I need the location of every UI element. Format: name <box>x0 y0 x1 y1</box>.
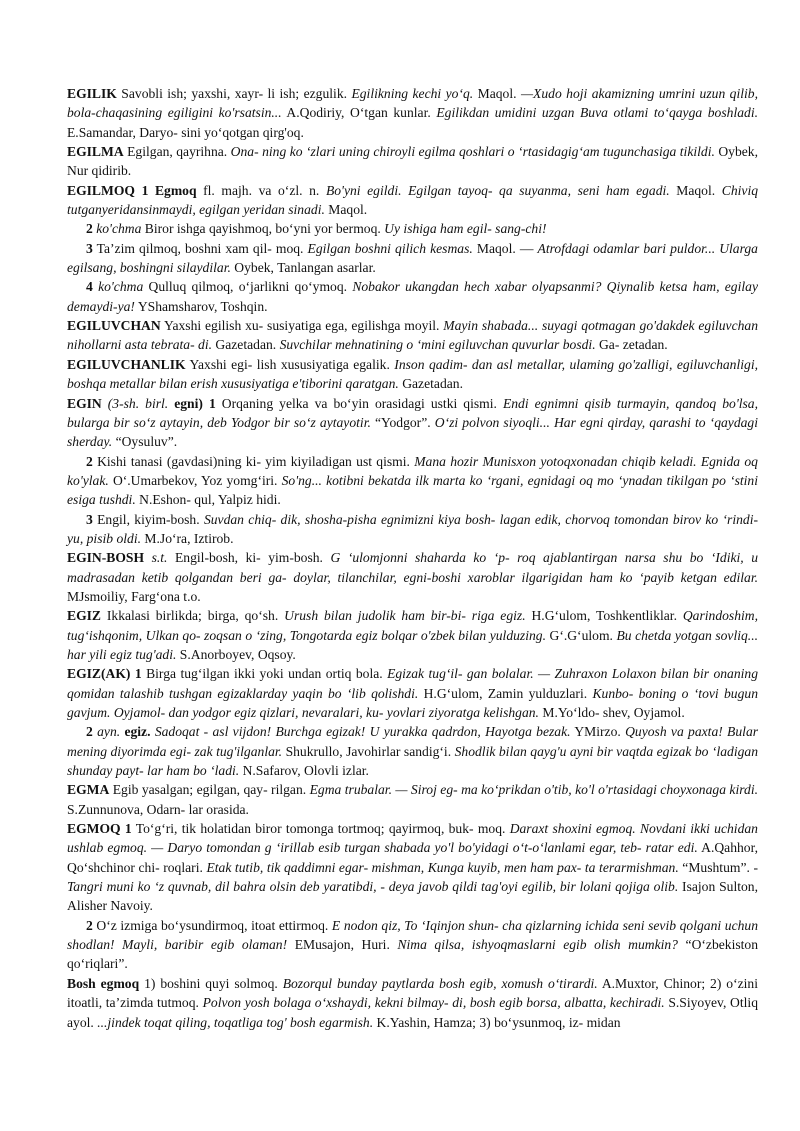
example-text: Bozorqul bunday paytlarda bosh egib, xomush o‘tirardi. <box>282 975 598 991</box>
definition-text: Biror ishga qayishmoq, bo‘yni yor bermoq. <box>141 221 385 237</box>
example-text: O‘zi polvon siyoqli... Har egni qirday, qarashi to ‘qaydagi sherday. <box>67 414 758 450</box>
definition-text: H.G‘ulom, Zamin yulduzlari. <box>418 685 593 701</box>
headword: EGILUVCHAN <box>67 318 161 334</box>
headword: egni) 1 <box>174 395 216 411</box>
headword: 2 <box>86 221 93 237</box>
definition-text: EMusajon, Huri. <box>287 937 398 953</box>
definition-text: Ga- zetadan. <box>595 337 668 353</box>
example-text: E nodon qiz, To ‘Iqinjon shun- cha qizlarning ichida seni sevib qolgani uchun shodlan! Mayli, baribir egib olaman! <box>67 917 758 953</box>
definition-text: Engil-bosh, ki- yim-bosh. <box>167 550 331 566</box>
example-text: Uy ishiga ham egil- sang-chi! <box>384 221 547 237</box>
example-text: Egizak tug‘il- gan bolalar. — Zuhraxon Lolaxon bilan bir onaning qomidan talashib tushgan egizaklarday yaqin bo ‘lib qolishdi. <box>67 666 759 701</box>
entry-egilmoq-1 <box>67 181 758 220</box>
entry-egilmoq-4 <box>67 277 758 316</box>
example-text: Chiviq tutganyeridansinmaydi, egilgan yeridan sinadi. <box>67 182 759 218</box>
definition-text: Shukrullo, Javohirlar sandig‘i. <box>282 743 455 759</box>
definition-text: Maqol. <box>669 182 722 198</box>
definition-text: Oybek, Tanlangan asarlar. <box>230 260 376 276</box>
example-text: Quyosh va paxta! Bular mening diyorimda egi- zak tug'ilganlar. <box>67 724 759 759</box>
entry-egma <box>67 780 758 819</box>
entry-egizak-1 <box>67 664 758 722</box>
definition-text: A.Qahhor, Qo‘shchinor chi- roqlari. <box>67 840 758 875</box>
example-text: Egilikdan umidini uzgan Buva otlami to‘qayga boshladi. <box>436 105 758 121</box>
definition-text: Ta’zim qilmoq, boshni xam qil- moq. <box>92 240 308 256</box>
definition-text: K.Yashin, Hamza; 3) bo‘ysunmoq, iz- midan <box>373 1014 621 1030</box>
definition-text: 1) boshini quyi solmoq. <box>139 975 283 991</box>
definition-text: Egilgan, qayrihna. <box>123 144 231 160</box>
definition-text: M.Yo‘ldo- shev, Oyjamol. <box>538 705 685 720</box>
headword: EGILIK <box>67 86 117 101</box>
example-text: Qarindoshim, tug‘ishqonim, Ulkan qo- zoqsan o ‘zing, Tongotarda egiz bolqar o'zbek bilan yulduzing. <box>67 608 758 643</box>
definition-text: Ikkalasi birlikda; birga, qo‘sh. <box>101 608 285 624</box>
example-text: Etak tutib, tik qaddimni egar- mishman, Kunga kuyib, men ham pax- ta terarmishman. <box>206 859 679 875</box>
entry-egiluvchanlik <box>67 355 758 394</box>
headword: 3 <box>86 511 93 527</box>
definition-text: Maqol. <box>473 86 521 101</box>
example-text: Mana hozir Munisxon yotoqxonadan chiqib keladi. Egnida oq ko'ylak. <box>67 453 758 488</box>
definition-text: YMirzo. <box>570 724 626 740</box>
definition-text: “O‘zbekiston qo‘riqlari”. <box>67 937 759 972</box>
example-text: Egma trubalar. — Siroj eg- ma ko‘prikdan o'tib, ko'l o'rtasidagi choyxonaga kirdi. <box>309 782 758 798</box>
entry-egilmoq-2 <box>67 219 758 238</box>
entry-egilma <box>67 142 758 181</box>
definition-text: fl. majh. va o‘zl. n. <box>196 182 326 198</box>
definition-text: Maqol. <box>324 202 368 218</box>
example-text: Atrofdagi odamlar bari puldor... Ularga egilsang, boshingni silaydilar. <box>67 240 758 276</box>
entry-egiluvchan <box>67 316 758 355</box>
definition-text: H.G‘ulom, Toshkentliklar. <box>525 608 683 624</box>
definition-text: N.Safarov, Olovli izlar. <box>239 763 369 779</box>
example-text: Shodlik bilan qayg'u ayni bir vaqtda egizak bo ‘ladigan shunday payt- lar ham bo ‘ladi. <box>67 743 758 779</box>
headword: 4 <box>86 279 93 295</box>
headword: EGILMOQ 1 Egmoq <box>67 182 197 198</box>
example-text: Ona- ning ko ‘zlari uning chiroyli egilma qoshlari o ‘rtasidagig‘am tugunchasiga tikildi. <box>230 144 715 160</box>
headword: EGMA <box>67 782 110 798</box>
definition-text: Isajon Sulton, Alisher Navoiy. <box>67 879 759 914</box>
definition-text: YShamsharov, Toshqin. <box>134 298 268 314</box>
definition-text: MJsmoiliy, Farg‘ona t.o. <box>67 588 201 604</box>
definition-text: Egib yasalgan; egilgan, qay- rilgan. <box>109 782 310 798</box>
definition-text: Yaxshi egilish xu- susiyatiga ega, egilishga moyil. <box>160 318 444 334</box>
definition-text: E.Samandar, Daryo- sini yo‘qotgan qirg'oq. <box>67 124 304 140</box>
definition-text: A.Qodiriy, O‘tgan kunlar. <box>281 105 437 121</box>
example-text: ko'chma <box>98 279 144 295</box>
headword: 2 <box>86 724 93 740</box>
definition-text: S.Anorboyev, Oqsoy. <box>176 646 296 662</box>
headword: EGIZ <box>67 608 101 624</box>
entry-egmoq-1 <box>67 819 758 916</box>
example-text: Nima qilsa, ishyoqmaslarni egib olish mumkin? <box>397 937 678 953</box>
definition-text: A.Muxtor, Chinor; 2) o‘zini itoatli, ta’zimda tutmoq. <box>67 975 759 1011</box>
example-text: So'ng... kotibni bekatda ilk marta ko ‘rgani, egnidagi oq mo ‘ynadan tikilgan po ‘stini esiga tushdi. <box>67 472 758 508</box>
example-text: ko'chma <box>96 221 142 237</box>
definition-text: Savobli ish; yaxshi, xayr- li ish; ezgulik. <box>116 86 352 101</box>
definition-text <box>144 550 152 565</box>
example-text: Endi egnimni qisib turmayin, qandoq bo'lsa, bularga bir so‘z aytayin, deb Yodgor bir so‘z aytayotir. <box>67 395 758 430</box>
entry-bosh-egmoq <box>67 974 758 1032</box>
definition-text: Gazetadan. <box>398 376 463 392</box>
example-text: Urush bilan judolik ham bir-bi- riga egiz. <box>284 608 526 624</box>
entry-egin-bosh <box>67 548 758 606</box>
definition-text: S.Siyoyev, Otliq ayol. <box>67 995 758 1030</box>
headword: 2 <box>86 917 93 933</box>
definition-text: S.Zunnunova, Odarn- lar orasida. <box>67 801 249 817</box>
example-text: Inson qadim- dan asl metallar, ulaming go'zalligi, egiluvchanligi, boshqa metallar bilan erish xususiyatiga e'tiborini qaratgan. <box>67 356 758 392</box>
example-text: Daraxt shoxini egmoq. Novdani ikki uchidan ushlab egmoq. — Daryo tomondan g ‘irillab esib turgan shabada yo'l bo'yidagi o‘t-o‘lanlami egar, teb- ratar edi. <box>67 821 758 856</box>
example-text: Bu chetda yotgan sovliq... har yili egiz tug'adi. <box>67 627 758 662</box>
definition-text: O‘z izmiga bo‘ysundirmoq, itoat ettirmoq. <box>92 917 332 933</box>
headword: egiz. <box>124 724 151 740</box>
example-text: Sadoqat - asl vijdon! Burchga egizak! U yurakka qadrdon, Hayotga bezak. <box>154 724 571 740</box>
entry-egilik <box>67 84 758 142</box>
headword: EGIN <box>67 395 102 411</box>
example-text: ayn. <box>97 724 121 740</box>
definition-text: To‘g‘ri, tik holatidan biror tomonga tortmoq; qayirmoq, buk- moq. <box>131 821 510 837</box>
entry-egin-3 <box>67 510 758 549</box>
definition-text: Oybek, Nur qidirib. <box>67 144 758 179</box>
example-text: -Tangri muni ko ‘z quvnab, dil bahra olsin deb yaratibdi, - deya javob qildi tag'oyi egilib, bir lolani qojiga olib. <box>67 859 758 895</box>
definition-text: Engil, kiyim-bosh. <box>92 511 204 527</box>
entry-egin-2 <box>67 452 758 510</box>
example-text: s.t. <box>151 550 168 566</box>
example-text: G ‘ulomjonni shaharda ko ‘p- roq ajablantirgan narsa shu bo ‘Idiki, u madrasadan ketib qolgandan beri ga- doylar, tilanchilar, egni-boshi xaroblar ilgarigidan ham ko ‘payib ketgan edilar. <box>67 550 758 585</box>
definition-text: O‘.Umarbekov, Yoz yomg‘iri. <box>108 472 282 488</box>
headword: 3 <box>86 240 93 256</box>
headword: EGIZ(AK) 1 <box>67 666 142 682</box>
example-text: Polvon yosh bolaga o‘xshaydi, kekni bilmay- di, bosh egib borsa, albatta, kechiradi. <box>202 995 665 1011</box>
definition-text: Kishi tanasi (gavdasi)ning ki- yim kiyiladigan ust qismi. <box>92 453 415 469</box>
example-text: Mayin shabada... suyagi qotmagan go'dakdek egiluvchan nihollarni asta tebrata- di. <box>67 318 759 353</box>
entry-egilmoq-3 <box>67 239 758 278</box>
example-text: Nobakor ukangdan hech xabar olyapsanmi? Qiynalib ketsa ham, egilay demaydi-ya! <box>67 279 758 314</box>
definition-text: Gazetadan. <box>212 337 280 353</box>
definition-text: Orqaning yelka va bo‘yin orasidagi ustki qismi. <box>215 395 503 411</box>
definition-text: “Oysuluv”. <box>112 434 178 450</box>
example-text: Egilgan boshni qilich kesmas. <box>307 240 473 256</box>
definition-text: M.Jo‘ra, Iztirob. <box>141 530 234 546</box>
definition-text: G‘.G‘ulom. <box>545 627 617 643</box>
example-text: Suvchilar mehnatining o ‘mini egiluvchan quvurlar bosdi. <box>279 337 596 353</box>
example-text: ...jindek toqat qiling, toqatliga tog' bosh egarmish. <box>97 1014 374 1030</box>
entry-egiz <box>67 606 758 664</box>
example-text: Suvdan chiq- dik, shosha-pisha egnimizni kiya bosh- lagan edik, chorvoq tomondan birov ko ‘rindi-yu, pisib oldi. <box>67 511 759 546</box>
example-text: Egilikning kechi yo‘q. <box>351 86 474 101</box>
headword: EGILUVCHANLIK <box>67 356 186 372</box>
entry-egin-1 <box>67 394 758 452</box>
definition-text: Qulluq qilmoq, o‘jarlikni qo‘ymoq. <box>143 279 353 295</box>
definition-text: N.Eshon- qul, Yalpiz hidi. <box>135 492 281 508</box>
headword: EGIN-BOSH <box>67 550 145 566</box>
example-text: Kunbo- boning o ‘tovi bugun gavjum. Oyjamol- dan yodgor egiz qizlari, nevaralari, ku- yovlari ziyoratga kelishgan. <box>67 685 758 720</box>
definition-text: “Mushtum”. <box>678 859 754 875</box>
example-text: Bo'yni egildi. Egilgan tayoq- qa suyanma, seni ham egadi. <box>325 182 670 198</box>
definition-text: Yaxshi egi- lish xususiyatiga egalik. <box>185 356 395 372</box>
entry-egmoq-2 <box>67 916 758 974</box>
headword: EGILMA <box>67 144 124 160</box>
headword: 2 <box>86 453 93 469</box>
definition-text: Birga tug‘ilgan ikki yoki undan ortiq bola. <box>141 666 388 682</box>
definition-text: Maqol. — <box>472 240 538 256</box>
definition-text: “Yodgor”. <box>370 414 435 430</box>
entry-egizak-2 <box>67 722 758 780</box>
example-text: —Xudo hoji akamizning umrini uzun qilib, bola-chaqasining egiligini ko'rsatsin... <box>67 86 758 121</box>
headword: Bosh egmoq <box>67 975 140 991</box>
example-text: (3-sh. birl. <box>107 395 169 411</box>
headword: EGMOQ 1 <box>67 821 132 837</box>
